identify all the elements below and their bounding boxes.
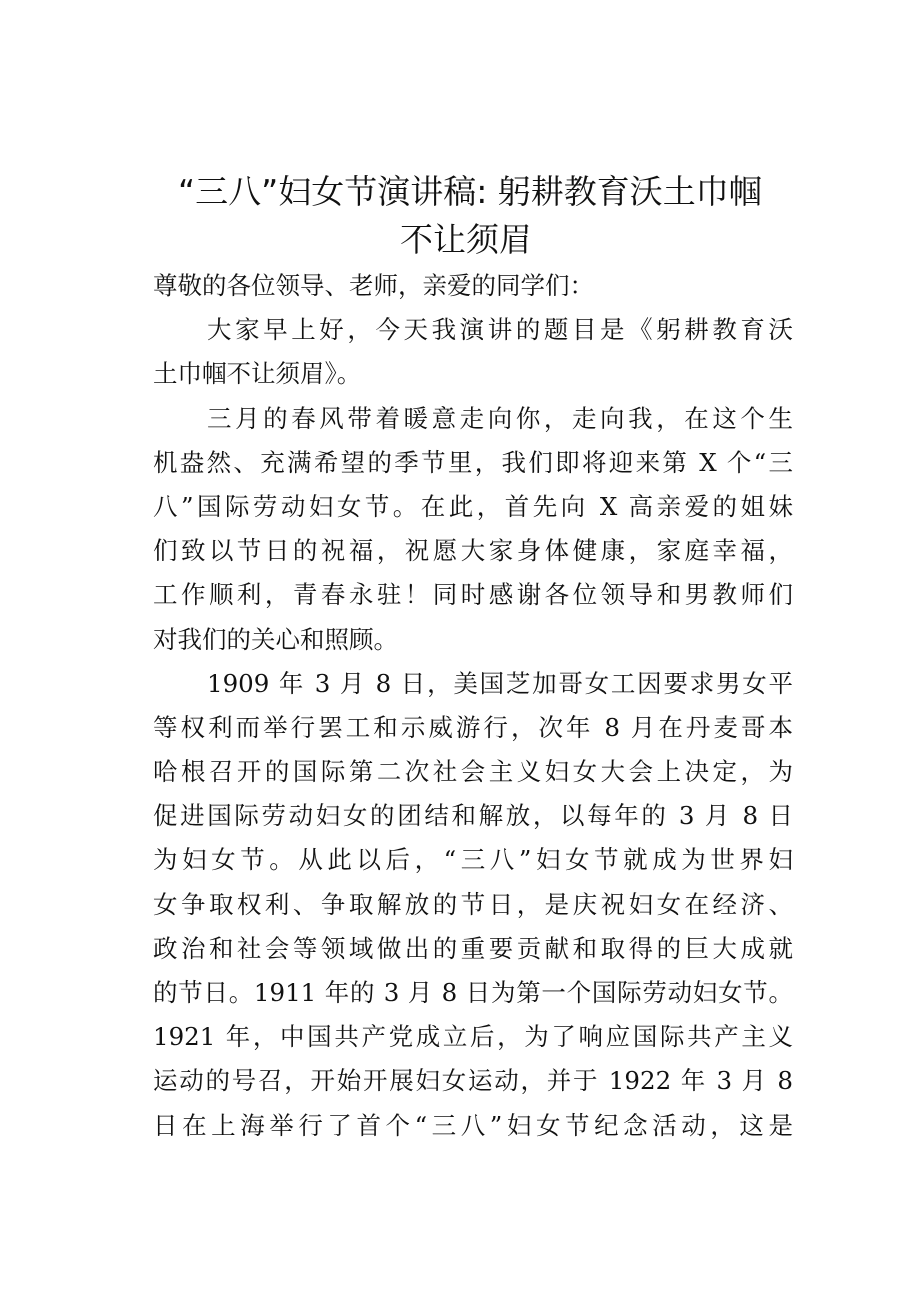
body-line: 1909 年 3 月 8 日，美国芝加哥女工因要求男女平 [207,668,793,698]
body-line: 机盎然、充满希望的季节里，我们即将迎来第 X 个“三 [153,447,793,477]
body-line: 土巾帼不让须眉》。 [153,359,362,389]
document-title-line-2: 不让须眉 [400,220,532,259]
body-line: 1921 年，中国共产党成立后，为了响应国际共产主义 [153,1022,793,1052]
body-line: 工作顺利，青春永驻！同时感谢各位领导和男教师们 [153,580,793,610]
body-line: 政治和社会等领域做出的重要贡献和取得的巨大成就 [153,933,793,963]
body-line: 为妇女节。从此以后，“三八”妇女节就成为世界妇 [153,845,793,875]
body-line: 的节日。1911 年的 3 月 8 日为第一个国际劳动妇女节。 [153,978,793,1007]
body-line: 们致以节日的祝福，祝愿大家身体健康，家庭幸福， [153,536,793,566]
body-line: 哈根召开的国际第二次社会主义妇女大会上决定，为 [153,757,793,787]
body-line: 等权利而举行罢工和示威游行，次年 8 月在丹麦哥本 [153,712,793,742]
document-body [153,264,793,1148]
body-line: 八”国际劳动妇女节。在此，首先向 X 高亲爱的姐妹 [153,491,793,521]
body-line: 促进国际劳动妇女的团结和解放，以每年的 3 月 8 日 [153,801,793,831]
document-title-line-1: “三八”妇女节演讲稿: 躬耕教育沃土巾帼 [178,172,762,211]
body-line: 对我们的关心和照顾。 [153,624,398,654]
body-line: 女争取权利、争取解放的节日，是庆祝妇女在经济、 [153,889,793,919]
salutation-line: 尊敬的各位领导、老师，亲爱的同学们： [153,271,594,300]
body-line: 三月的春风带着暖意走向你，走向我，在这个生 [207,403,793,433]
body-line: 运动的号召，开始开展妇女运动，并于 1922 年 3 月 8 [153,1066,793,1096]
body-line: 日在上海举行了首个“三八”妇女节纪念活动，这是 [153,1110,793,1140]
body-line: 大家早上好，今天我演讲的题目是《躬耕教育沃 [207,315,793,345]
